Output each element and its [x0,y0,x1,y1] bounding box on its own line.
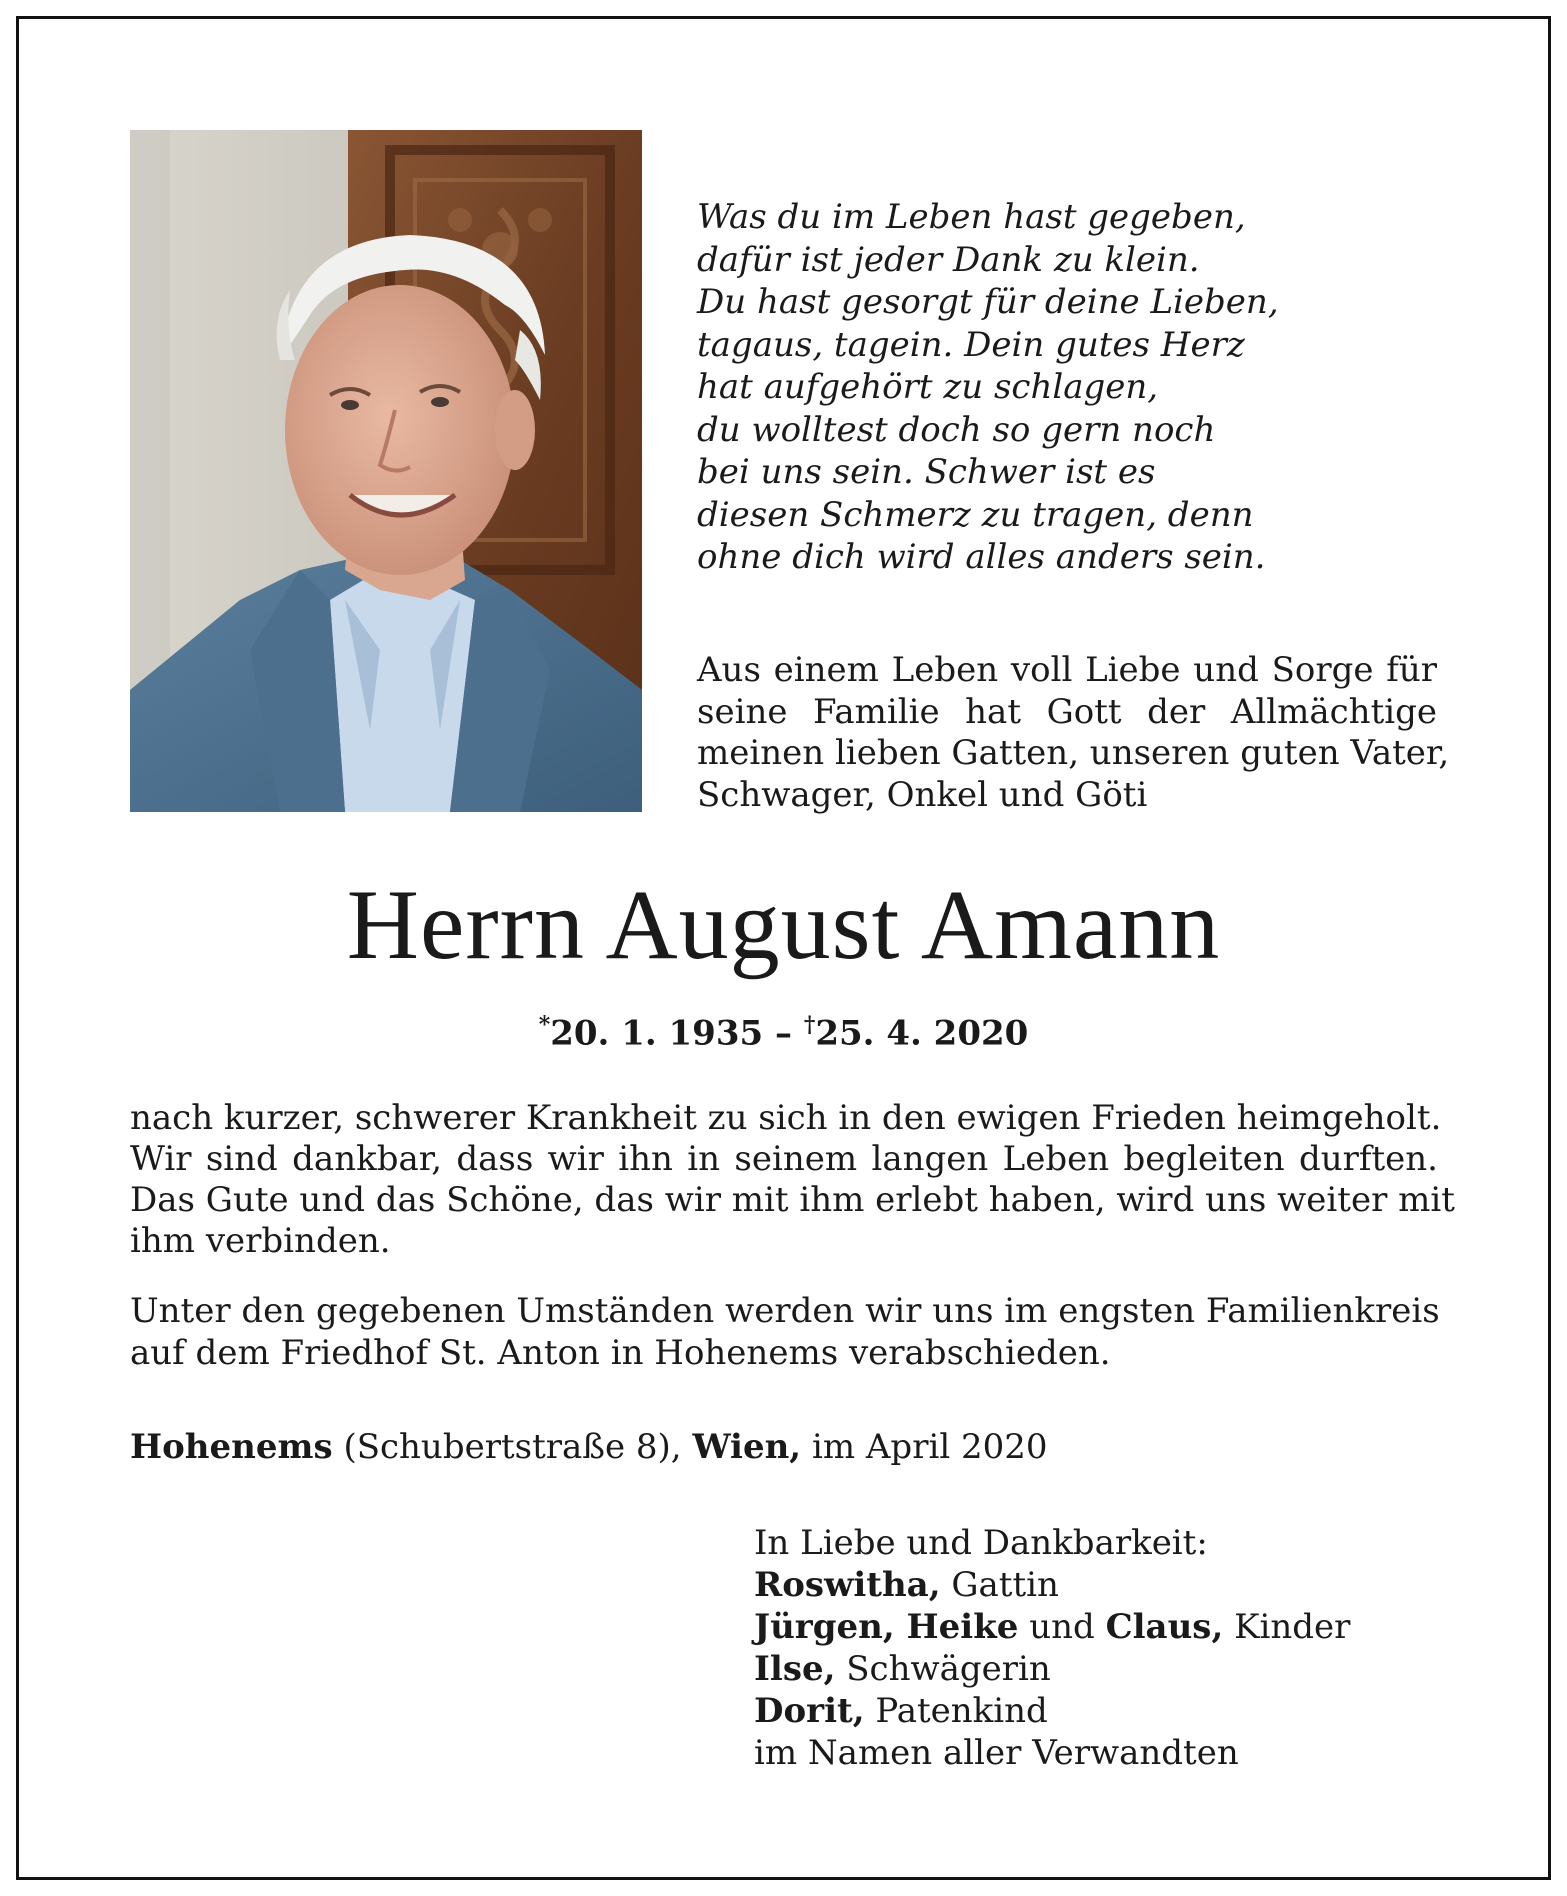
birth-symbol: * [538,1012,551,1038]
signoff-row [754,1648,1350,1690]
poem-line: diesen Schmerz zu tragen, denn [697,494,1254,535]
family-signoff [754,1522,1350,1774]
place-date: im April 2020 [811,1427,1048,1467]
poem-line: Du hast gesorgt für deine Lieben, [697,282,1279,322]
memorial-poem [697,196,1457,579]
life-dates [0,1003,1567,1055]
announcement-paragraph [130,1098,1455,1262]
body-line: Das Gute und das Schöne, das wir mit ihm erlebt haben, wird uns weiter mit [130,1180,1455,1220]
signoff-row [754,1690,1350,1732]
signoff-role: Kinder [1234,1607,1351,1647]
intro-line: seine Familie hat Gott der Allmächtige [697,691,1437,732]
signoff-role: Gattin [951,1565,1059,1605]
poem-line: ohne dich wird alles anders sein. [697,537,1266,577]
poem-line: bei uns sein. Schwer ist es [697,452,1156,492]
signoff-closing: im Namen aller Verwandten [754,1733,1239,1773]
signoff-conjunction: und [1029,1607,1095,1647]
signoff-name: Roswitha, [754,1565,941,1605]
poem-line: hat aufgehört zu schlagen, [697,367,1159,407]
birth-date: 20. 1. 1935 [550,1013,764,1054]
intro-line: Schwager, Onkel und Göti [697,774,1148,815]
poem-line: dafür ist jeder Dank zu klein. [697,239,1200,280]
signoff-row [754,1606,1350,1648]
signoff-name: Dorit, [754,1691,865,1731]
signoff-role: Patenkind [875,1691,1048,1731]
date-separator: – [775,1013,792,1054]
body-line: auf dem Friedhof St. Anton in Hohenems verabschieden. [130,1333,1111,1373]
signoff-role: Schwägerin [846,1649,1051,1689]
place-city-2: Wien, [692,1427,802,1467]
body-line: Wir sind dankbar, dass wir ihn in seinem langen Leben begleiten durften. [130,1139,1438,1179]
place-city-1: Hohenems [130,1427,333,1467]
signoff-name: Claus, [1105,1607,1224,1647]
poem-line: du wolltest doch so gern noch [697,409,1216,450]
body-line: Unter den gegebenen Umständen werden wir uns im engsten Familienkreis [130,1291,1440,1331]
signoff-name: Jürgen, Heike [754,1607,1019,1647]
signoff-row [754,1564,1350,1606]
signoff-opening: In Liebe und Dankbarkeit: [754,1523,1208,1563]
death-date: 25. 4. 2020 [815,1013,1029,1054]
signoff-name: Ilse, [754,1649,836,1689]
intro-line: Aus einem Leben voll Liebe und Sorge für [697,650,1437,690]
funeral-paragraph [130,1290,1438,1374]
body-line: ihm verbinden. [130,1221,391,1261]
death-symbol: † [803,1012,816,1038]
intro-line: meinen lieben Gatten, unseren guten Vater, [697,733,1450,773]
portrait-photo [130,130,642,812]
poem-line: tagaus, tagein. Dein gutes Herz [697,324,1245,365]
body-line: nach kurzer, schwerer Krankheit zu sich in den ewigen Frieden heimgeholt. [130,1098,1442,1138]
place-address: (Schubertstraße 8), [343,1427,682,1467]
poem-line: Was du im Leben hast gegeben, [697,197,1246,237]
intro-paragraph [697,650,1450,816]
deceased-name: Herrn August Amann [346,869,1221,980]
place-and-date [130,1426,1048,1468]
